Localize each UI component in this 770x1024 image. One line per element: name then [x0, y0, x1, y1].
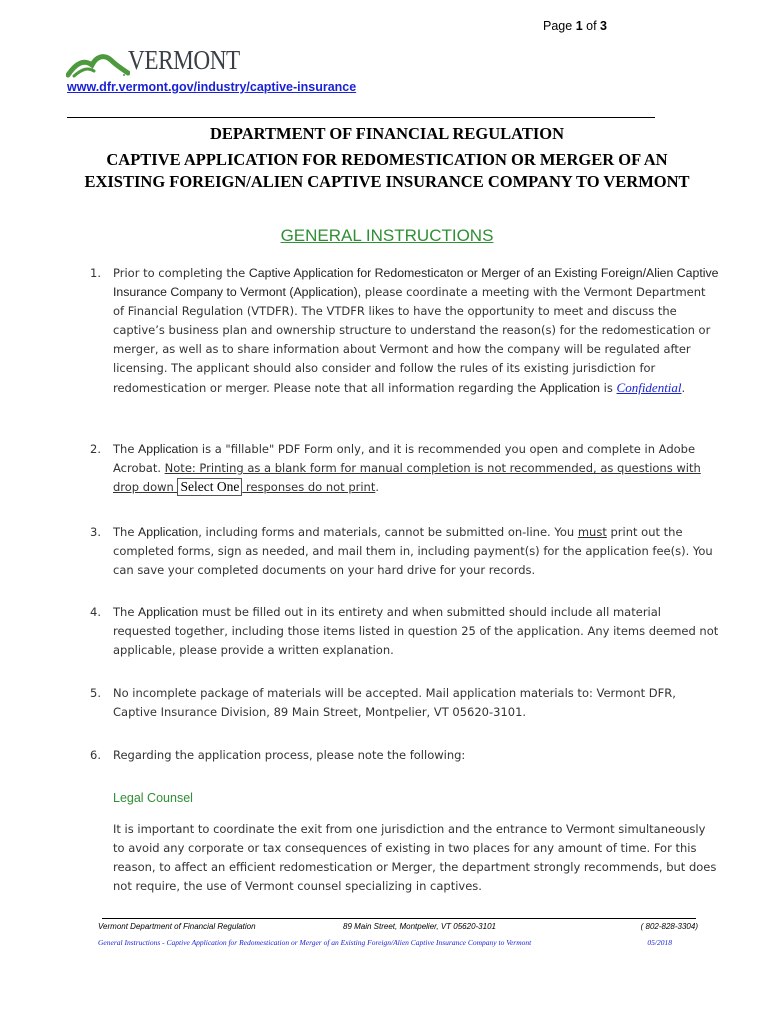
select-one-dropdown[interactable]: Select One [177, 478, 242, 496]
instruction-item-1 [90, 264, 720, 398]
item-number: 2. [90, 442, 101, 456]
website-link[interactable]: www.dfr.vermont.gov/industry/captive-insurance [67, 80, 357, 94]
must-emphasis: must [577, 525, 607, 539]
logo-wordmark: VERMONT [128, 45, 240, 75]
footer-date: 05/2018 [647, 938, 672, 947]
item-text: please coordinate a meeting with the Vermont Department of Financial Regulation (VTDFR). The VTDFR likes to have the opportunity to meet and discuss the captive’s business plan and ownership structure to understand the reason(s) for the redomestication or merger, as well as to share information about Vermont and how the company will be regulated after licensing. The applicant should also consider and follow the rules of its existing jurisdiction for redomestication or merger. Please note that all information regarding the [113, 285, 711, 395]
item-text: , including forms and materials, cannot be submitted on-line. You [198, 525, 578, 539]
instruction-item-5 [90, 684, 720, 722]
item-text: The [113, 525, 139, 539]
instruction-item-2 [90, 440, 720, 497]
legal-counsel-heading: Legal Counsel [113, 791, 193, 805]
instruction-item-3 [90, 523, 720, 580]
item-number: 5. [90, 686, 101, 700]
instruction-item-4 [90, 603, 720, 660]
item-number: 3. [90, 525, 101, 539]
footer-address: 89 Main Street, Montpelier, VT 05620-3101 [343, 922, 496, 931]
note-text: responses do not print [242, 480, 376, 494]
department-name: DEPARTMENT OF FINANCIAL REGULATION [209, 124, 565, 143]
item-text: Regarding the application process, please note the following: [113, 748, 466, 762]
footer-phone: ( 802-828-3304) [640, 922, 698, 931]
application-term: Application [138, 525, 199, 539]
item-text: must be filled out in its entirety and when submitted should include all material requested together, including those items listed in question 25 of the application. Any items deemed not applicable, please provide a written explanation. [113, 605, 719, 657]
item-text: print out the completed forms, sign as needed, and mail them in, including payment(s) for the application fee(s). You can save your completed documents on your hard drive for your records. [113, 525, 713, 577]
page-of: of [586, 19, 597, 33]
page-current: 1 [575, 19, 583, 33]
item-text: is a "fillable" PDF Form only, and it is recommended you open and complete in Adobe Acrobat. [113, 442, 696, 475]
mountain-logo-icon [66, 45, 130, 79]
footer-doc-line [98, 938, 698, 947]
instruction-item-6 [90, 746, 720, 765]
footer-divider [102, 918, 696, 919]
item-text: is [600, 381, 617, 395]
document-title: CAPTIVE APPLICATION FOR REDOMESTICATION OR MERGER OF AN EXISTING FOREIGN/ALIEN CAPTIVE INSURANCE COMPANY TO VERMONT [84, 150, 690, 191]
item-number: 1. [90, 266, 101, 280]
footer-doc-title: General Instructions - Captive Application for Redomestication or Merger of an Existing Foreign/Alien Captive Insurance Company to Vermont [98, 938, 532, 947]
item-number: 6. [90, 748, 101, 762]
legal-counsel-text: It is important to coordinate the exit from one jurisdiction and the entrance to Vermont simultaneously to avoid any corporate or tax consequences of existing in two places for any amount of time. For this reason, to affect an efficient redomestication or Merger, the department strongly recommends, but does not require, the use of Vermont counsel specializing in captives. [113, 822, 717, 893]
item-number: 4. [90, 605, 101, 619]
page-number [543, 19, 607, 33]
item-text: The [113, 605, 139, 619]
section-heading: GENERAL INSTRUCTIONS [280, 226, 494, 245]
application-term: Application [138, 442, 199, 456]
item-text: . [375, 480, 380, 494]
item-text: . [681, 381, 686, 395]
item-text: Prior to completing the [113, 266, 249, 280]
footer-org: Vermont Department of Financial Regulation [98, 922, 256, 931]
footer-contact [98, 922, 698, 931]
item-text: The [113, 442, 139, 456]
page-label: Page [543, 19, 573, 33]
confidential-link[interactable]: Confidential [616, 380, 682, 395]
vermont-logo [66, 45, 256, 80]
item-text: No incomplete package of materials will be accepted. Mail application materials to: Vermont DFR, Captive Insurance Division, 89 Main Street, Montpelier, VT 05620-3101. [113, 686, 676, 719]
application-name: Captive Application for Redomesticaton or Merger of an Existing Foreign/Alien Captive Insurance Company to Vermont (Application), [113, 266, 719, 299]
note-text: Note: Printing as a blank form for manual completion is not recommended, as questions with drop down [113, 461, 701, 494]
application-term: Application [138, 605, 199, 619]
page-total: 3 [600, 19, 607, 33]
application-term: Application [539, 381, 601, 395]
header-divider [67, 117, 655, 118]
